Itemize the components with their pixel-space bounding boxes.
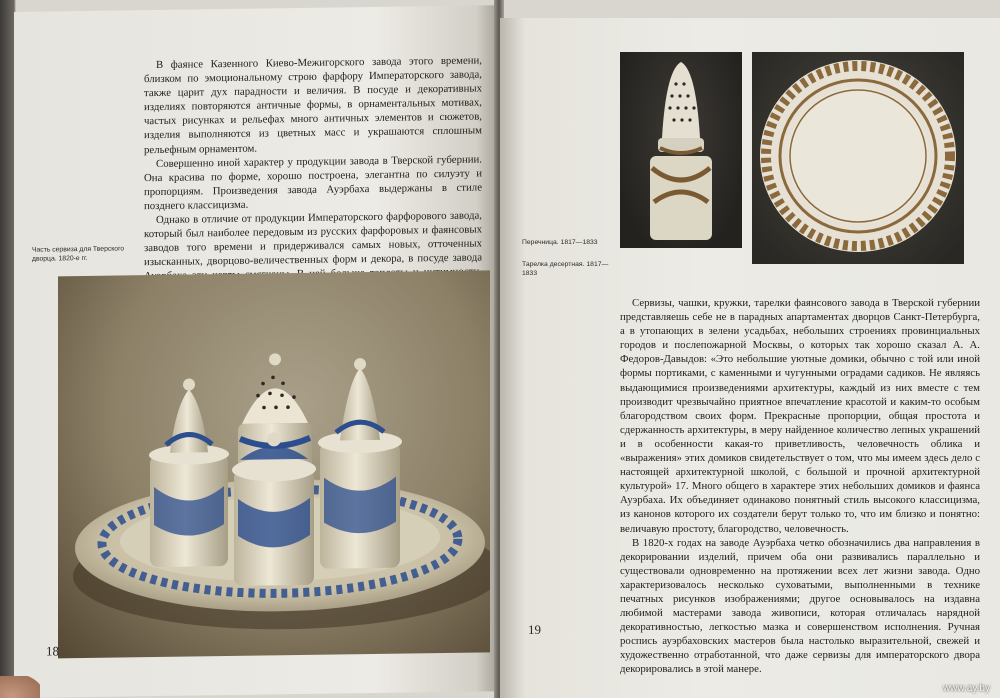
cruet-set-illustration [58,270,490,658]
page-number: 19 [528,622,541,637]
left-page [14,5,496,698]
paragraph: Однако в отличие от продукции Императорского фарфорового завода, который был наиболее передовым из русских фарфоровых и фаянсовых заводов того времени и придерживался самых новых, отточенных изысканных, дворцово-величественных форм и декора, в посуде завода [144,209,482,269]
plate-illustration [752,52,964,264]
page-number: 18 [46,643,59,659]
paragraph: Сервизы, чашки, кружки, тарелки фаянсового завода в Тверской губернии представляешь себе не в парадных апартаментах дворцов Санкт-Петербурга, а в утопающих в зелени усадьбах, небольших строениях провинциальных городов и послепожарной Москвы, о которых так хорошо сказал А. А. Федоров-Давыдов: «Это небольшие уютные домики, обычно с той или иной формы портиками, с каменными и чугунными оградами садиков. Не являясь выдающимися произведениями архитектуры, каждый из них вместе с тем производит чрезвычайно приятное впечатление красотой и каким-то особым благородством своих форм. Прекрасные пропорции, общая простота и сдержанность архитектуры, в меру найденное количество лепных украшений и в особенности какая-то приветливость, человечность облика и «выражения» этих домиков свидетельствует о том, что мы имеем здесь дело с настоящей архитектурной школой, с большой и прочной архитектурной культурой» 17. Много общего в характере этих небольших домиков и фаянса Ауэрбаха. Их объединяет одинаково понятный стиль высокого классицизма, из канонов которого их создатели берут только то, что им близко и понятно: величавую простоту, благородство, человечность. [620,297,980,535]
right-page [500,18,1000,698]
paragraph: В 1820-х годах на заводе Ауэрбаха четко обозначились два направления в декорировании изделий, причем оба они развивались параллельно и существовали одновременно на протяжении всех лет жизни завода. Одно характеризовалось несколько суховатыми, выполненными в технике печатных рисунков изображениями; другое основывалось на издавна любимой мастерами завода живописи, которая отличалась нарядной декоративностью, легкостью мазка и совершенством исполнения. Ручная роспись ауэрбаховских мастеров была настолько выразительной, свежей и художественно отработанной, что даже сервизы для императорского двора декорировались в этой манере. [620,536,980,676]
tableware-set-photo [58,270,490,658]
paragraph: Совершенно иной характер у продукции завода в Тверской губернии. Она красива по форме, хорошо построена, элегантна по силуэту и пропорциям. Произведения завода Ауэрбаха выдержаны в стиле позднего классицизма. [144,153,482,213]
paragraph: В фаянсе Казенного Киево-Межигорского завода этого времени, близком по эмоциональному строю фарфору Императорского завода, также царит дух парадности и величия. В посуде и декоративных изделиях повторяются античные формы, в орнаментальных мотивах, частых рисунках и рельефах много античных элементов и сюжетов, изделия выполняются из цветных масс и украшаются сплошным рельефным орнаментом. [144,54,482,156]
thumb [0,676,40,698]
pepper-pot-illustration [620,52,742,248]
pepper-pot-caption: Перечница. 1817—1833 [522,239,598,246]
left-page-text [144,53,482,297]
right-page-text [620,296,980,677]
watermark: www.ay.by [942,683,990,694]
dessert-plate-photo [752,52,964,264]
plate-caption: Тарелка десертная. 1817—1833 [522,261,609,277]
service-caption: Часть сервиза для Тверского дворца. 1820-е гг. [32,245,125,263]
pepper-pot-photo [620,52,742,248]
